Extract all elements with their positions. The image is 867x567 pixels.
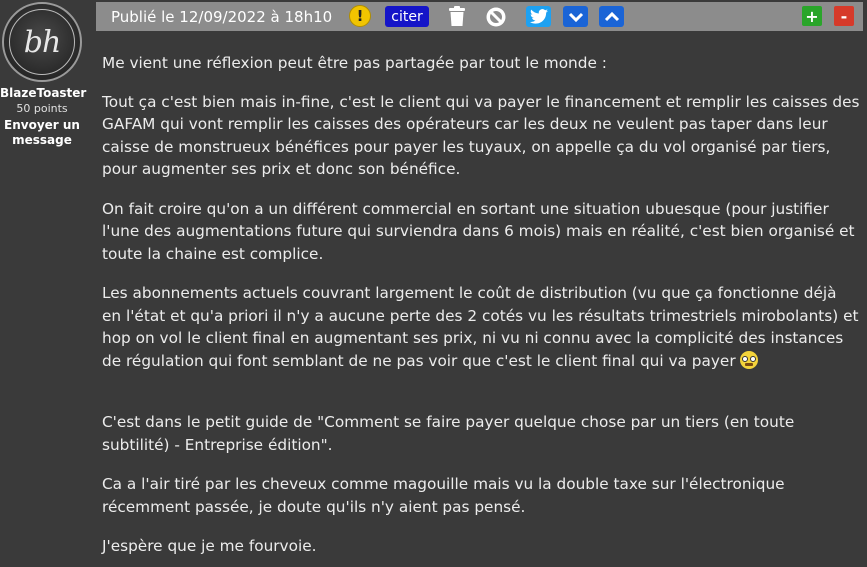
post-paragraph: J'espère que je me fourvoie. <box>102 537 317 555</box>
delete-button[interactable] <box>446 6 468 27</box>
post-paragraph: C'est dans le petit guide de "Comment se faire payer quelque chose par un tiers (en toute subtilité) - Entreprise édition". <box>102 413 795 454</box>
author-sidebar <box>0 0 87 567</box>
exclamation-warning-icon: ! <box>356 7 364 25</box>
cite-button[interactable]: citer <box>385 6 429 27</box>
twitter-icon <box>530 9 548 24</box>
post-paragraph: Ca a l'air tiré par les cheveux comme magouille mais vu la double taxe sur l'électronique récemment passée, je doute qu'ils n'y aient pas pensé. <box>102 475 785 516</box>
avatar-initials: bh <box>9 9 75 75</box>
chevron-down-icon <box>568 11 584 23</box>
next-post-button[interactable] <box>563 6 588 27</box>
downvote-button[interactable]: - <box>834 6 854 26</box>
user-points: 50 points <box>16 102 68 115</box>
username[interactable]: BlazeToaster <box>0 86 87 100</box>
post-paragraph: Tout ça c'est bien mais in-fine, c'est le client qui va payer le financement et remplir les caisses des GAFAM qui vont remplir les caisses des opérateurs car les deux ne veulent pas taper dans leur caisse de monstrueux bénéfices pour payer les tuyaux, on appelle ça du vol organisé par tiers, pour augmenter ses prix et donc son bénéfice. <box>102 92 860 178</box>
send-message-link[interactable]: Envoyer un message <box>4 118 80 147</box>
previous-post-button[interactable] <box>599 6 624 27</box>
post-paragraph <box>102 282 860 372</box>
upvote-button[interactable]: + <box>802 6 822 26</box>
post-paragraph: On fait croire qu'on a un différent commercial en sortant une situation ubuesque (pour justifier l'une des augmentations future qui surviendra dans 6 mois) mais en réalité, c'est bien organisé et toute la chaine est complice. <box>102 199 855 263</box>
post-body <box>102 52 860 558</box>
post-paragraph: Me vient une réflexion peut être pas partagée par tout le monde : <box>102 54 607 72</box>
trash-icon <box>448 6 466 27</box>
chevron-up-icon <box>604 11 620 23</box>
post-date: Publié le 12/09/2022 à 18h10 <box>111 8 333 26</box>
report-button[interactable] <box>349 5 371 27</box>
twitter-share-button[interactable] <box>526 6 551 27</box>
grimace-emoji-icon <box>740 351 758 369</box>
post-toolbar <box>96 2 863 31</box>
block-button[interactable] <box>484 6 508 27</box>
post-paragraph-text: Les abonnements actuels couvrant largement le coût de distribution (vu que ça fonctionne déjà en l'état et qu'a priori il n'y a aucune perte des 2 cotés vu les résultats trimestriels mirobolants) et hop on vol le client final en augmentant ses prix, ni vu ni connu avec la complicité des instances de régulation qui font semblant de ne pas voir que c'est le client final qui va payer <box>102 284 859 370</box>
ban-icon <box>485 6 507 28</box>
avatar[interactable] <box>2 2 82 82</box>
